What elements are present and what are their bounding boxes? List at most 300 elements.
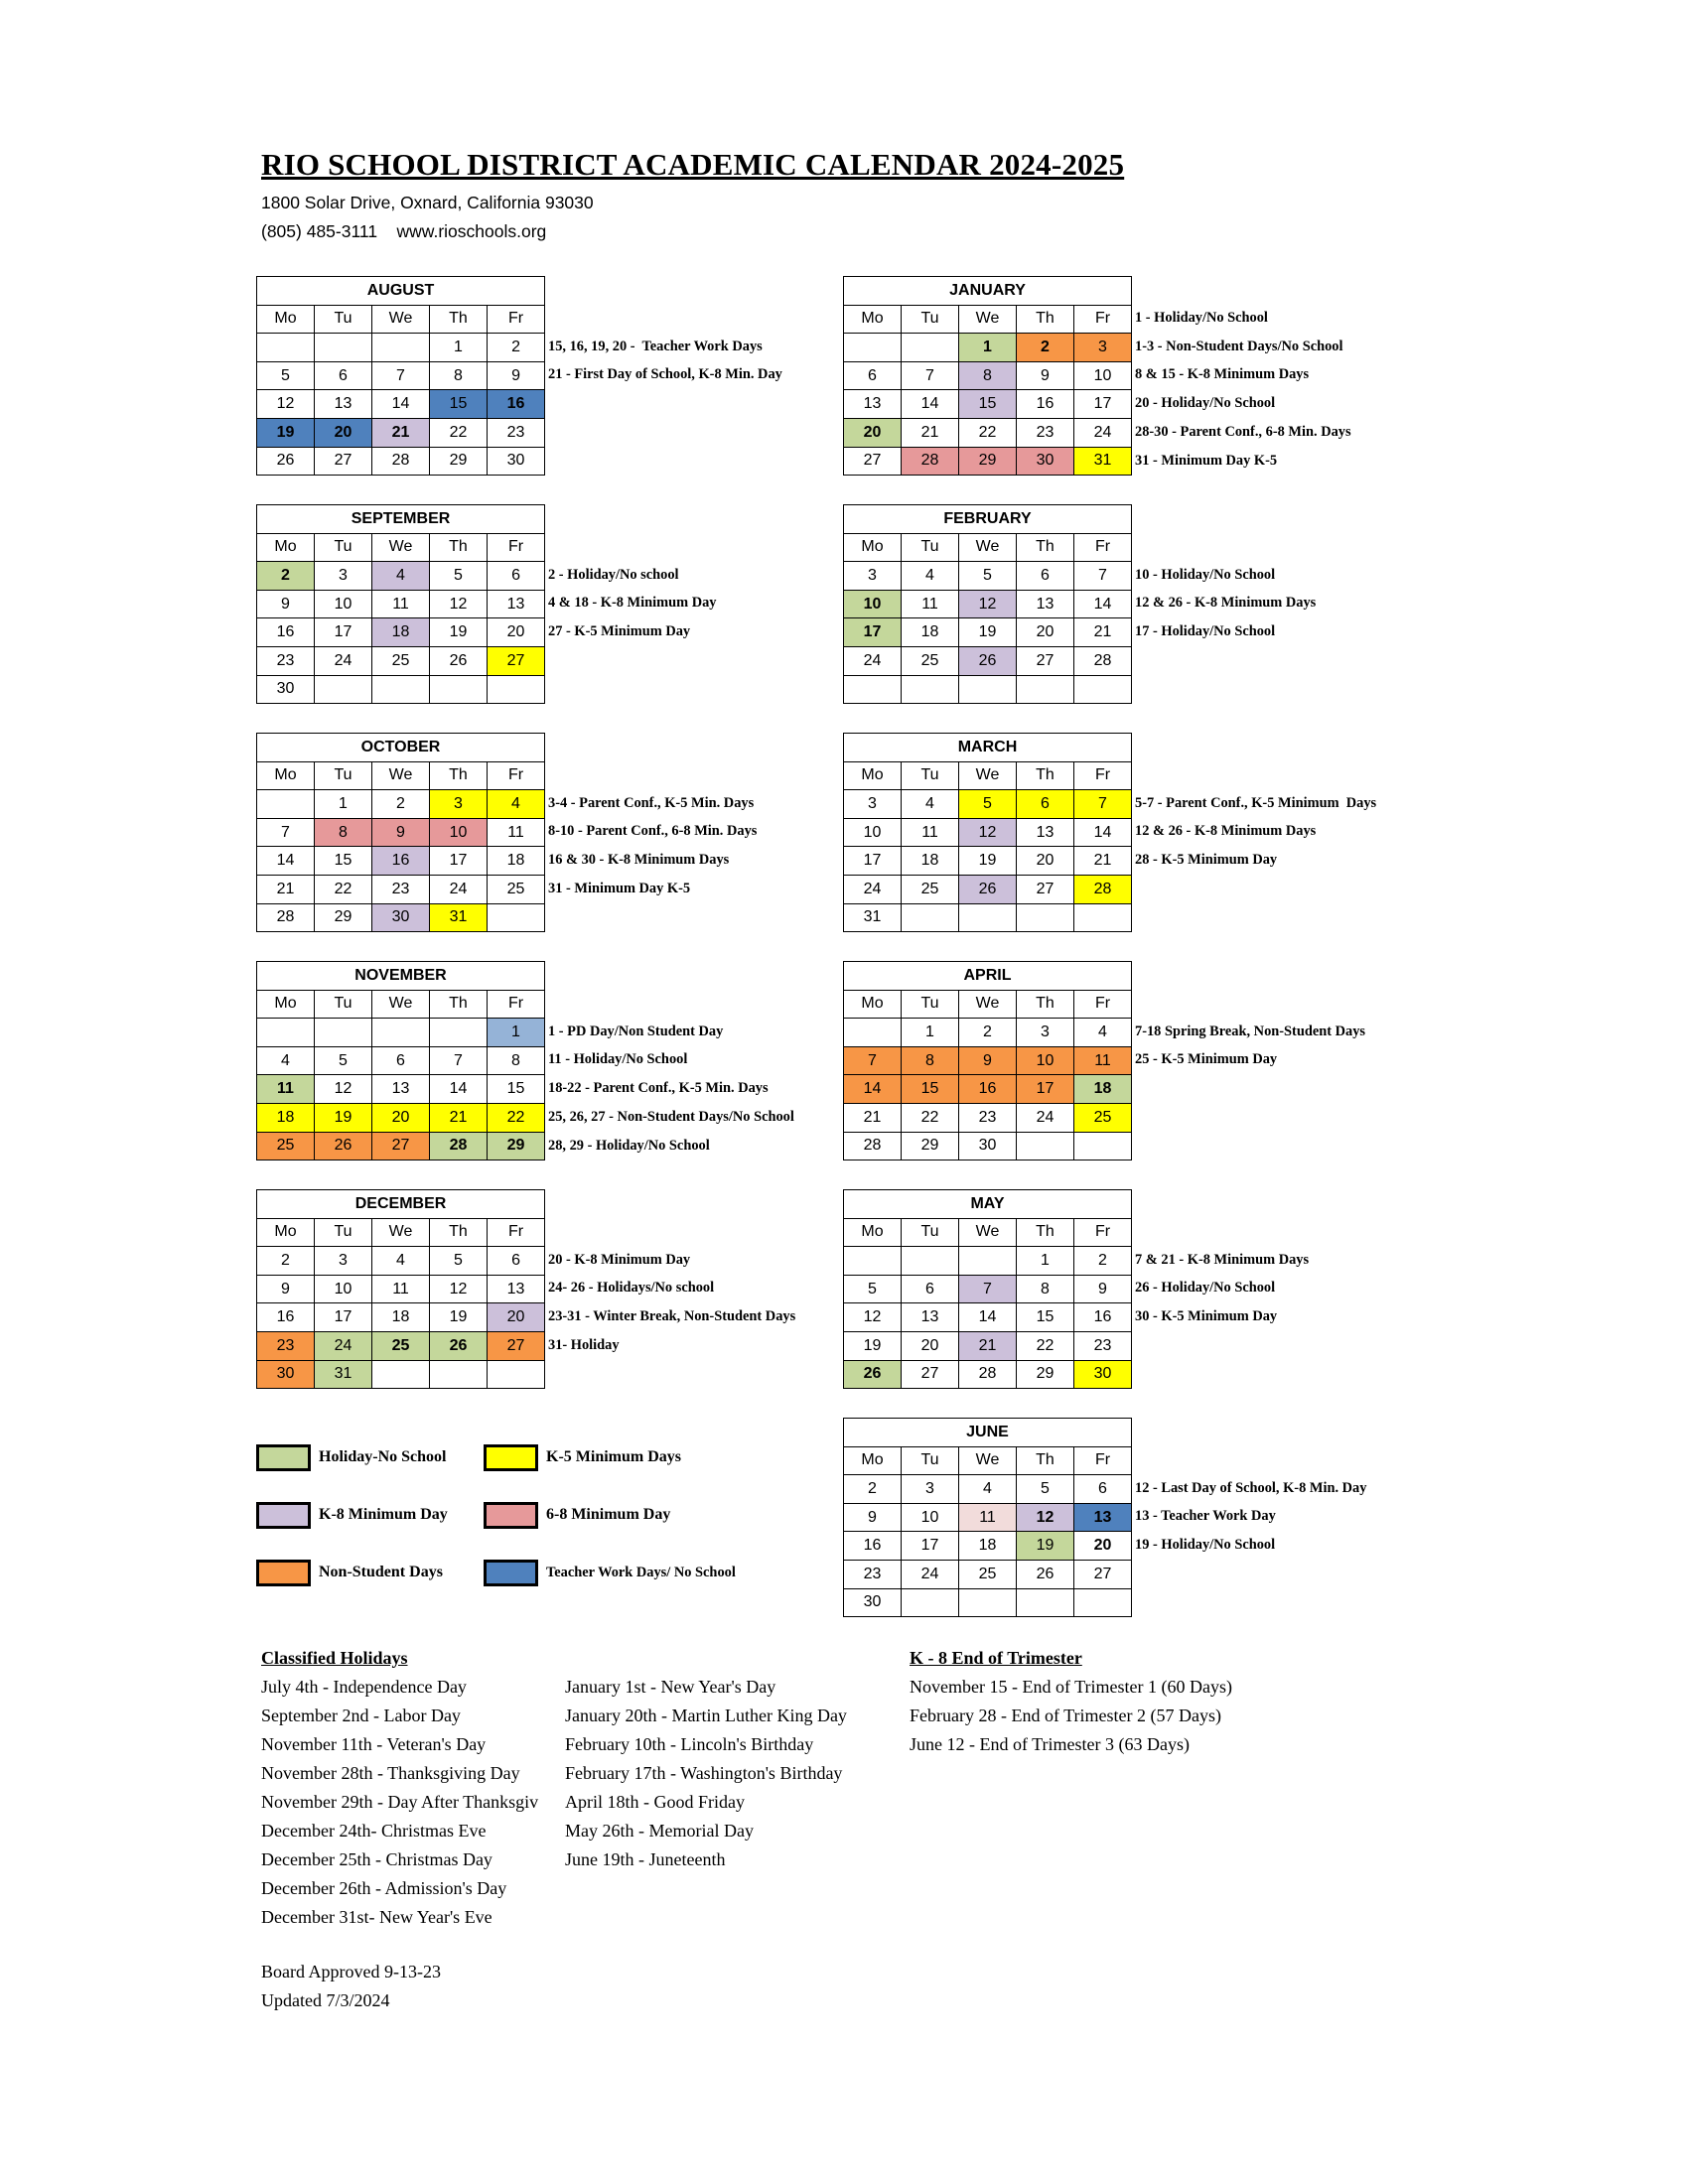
empty-day-cell — [430, 675, 488, 704]
day-header: Tu — [315, 761, 372, 790]
month-note: 7 & 21 - K-8 Minimum Days — [1135, 1251, 1310, 1268]
day-header: We — [959, 761, 1017, 790]
day-cell: 29 — [959, 447, 1017, 476]
day-cell: 20 — [844, 418, 902, 447]
day-cell: 24 — [430, 875, 488, 903]
day-cell: 7 — [1074, 562, 1132, 591]
week-row — [257, 1360, 545, 1389]
day-cell: 30 — [1017, 447, 1074, 476]
week-row — [844, 447, 1132, 476]
day-header: Tu — [902, 1446, 959, 1475]
month-notes — [1135, 733, 1492, 933]
week-row — [844, 1560, 1132, 1588]
month-note: 1 - PD Day/Non Student Day — [548, 1023, 724, 1039]
day-header: Fr — [1074, 533, 1132, 562]
week-row — [844, 1103, 1132, 1132]
day-header: Fr — [488, 990, 545, 1019]
week-row — [844, 334, 1132, 362]
day-cell: 8 — [315, 818, 372, 847]
week-row — [257, 447, 545, 476]
day-cell: 24 — [844, 875, 902, 903]
day-header: Fr — [1074, 305, 1132, 334]
day-cell: 1 — [315, 790, 372, 819]
week-row — [844, 1331, 1132, 1360]
updated-date: Updated 7/3/2024 — [261, 1990, 390, 2010]
day-cell: 23 — [372, 875, 430, 903]
day-cell: 6 — [844, 361, 902, 390]
day-cell: 26 — [315, 1132, 372, 1160]
day-header: Th — [430, 533, 488, 562]
day-header: Mo — [844, 761, 902, 790]
month-note: 25 - K-5 Minimum Day — [1135, 1051, 1278, 1068]
day-header: We — [959, 990, 1017, 1019]
empty-day-cell — [257, 1019, 315, 1047]
day-cell: 7 — [844, 1046, 902, 1075]
day-cell: 27 — [372, 1132, 430, 1160]
day-cell: 28 — [257, 903, 315, 932]
footer — [261, 1962, 658, 2021]
month-note: 3-4 - Parent Conf., K-5 Min. Days — [548, 794, 755, 811]
legend-label: K-5 Minimum Days — [546, 1448, 681, 1465]
day-cell: 5 — [430, 562, 488, 591]
day-cell: 19 — [315, 1103, 372, 1132]
month-table — [256, 961, 545, 1160]
day-header: We — [372, 305, 430, 334]
month-table — [843, 733, 1132, 932]
day-header: Mo — [844, 1218, 902, 1247]
day-header: Th — [430, 990, 488, 1019]
legend-swatch — [256, 1560, 311, 1586]
month-note: 11 - Holiday/No School — [548, 1051, 688, 1068]
week-row — [257, 334, 545, 362]
empty-day-cell — [372, 1019, 430, 1047]
week-row — [257, 1331, 545, 1360]
day-cell: 31 — [1074, 447, 1132, 476]
week-row — [844, 390, 1132, 419]
week-row — [257, 847, 545, 876]
holiday-entry: September 2nd - Labor Day — [261, 1706, 461, 1725]
day-cell: 15 — [315, 847, 372, 876]
day-cell: 1 — [430, 334, 488, 362]
day-header: Th — [430, 1218, 488, 1247]
empty-day-cell — [257, 334, 315, 362]
day-cell: 7 — [430, 1046, 488, 1075]
day-cell: 13 — [372, 1075, 430, 1104]
day-cell: 14 — [1074, 818, 1132, 847]
day-cell: 4 — [372, 562, 430, 591]
day-cell: 11 — [372, 590, 430, 618]
day-cell: 27 — [1017, 646, 1074, 675]
day-cell: 27 — [902, 1360, 959, 1389]
day-cell: 29 — [488, 1132, 545, 1160]
day-cell: 17 — [430, 847, 488, 876]
holiday-entry: December 25th - Christmas Day — [261, 1849, 492, 1869]
day-cell: 29 — [1017, 1360, 1074, 1389]
month-name: JANUARY — [844, 277, 1132, 306]
day-cell: 31 — [315, 1360, 372, 1389]
legend-label: Non-Student Days — [319, 1564, 443, 1580]
legend-label: 6-8 Minimum Day — [546, 1506, 671, 1523]
week-row — [844, 1475, 1132, 1504]
week-row — [844, 1532, 1132, 1561]
day-header: Th — [1017, 761, 1074, 790]
day-header: Fr — [1074, 990, 1132, 1019]
week-row — [844, 903, 1132, 932]
empty-day-cell — [1017, 903, 1074, 932]
day-header: Fr — [1074, 1446, 1132, 1475]
day-cell: 6 — [488, 562, 545, 591]
day-cell: 24 — [315, 646, 372, 675]
day-header: We — [372, 1218, 430, 1247]
day-cell: 17 — [844, 618, 902, 647]
month-note: 20 - Holiday/No School — [1135, 395, 1276, 412]
month-name: OCTOBER — [257, 734, 545, 762]
day-cell: 21 — [1074, 847, 1132, 876]
week-row — [844, 875, 1132, 903]
week-row — [844, 790, 1132, 819]
empty-day-cell — [844, 675, 902, 704]
day-header: We — [372, 990, 430, 1019]
month-table — [843, 276, 1132, 476]
day-header: We — [372, 533, 430, 562]
day-cell: 26 — [959, 875, 1017, 903]
day-cell: 7 — [257, 818, 315, 847]
month-note: 27 - K-5 Minimum Day — [548, 623, 691, 640]
empty-day-cell — [959, 1247, 1017, 1276]
month-november — [256, 961, 544, 1160]
day-cell: 18 — [257, 1103, 315, 1132]
week-row — [844, 847, 1132, 876]
day-cell: 29 — [902, 1132, 959, 1160]
month-note: 4 & 18 - K-8 Minimum Day — [548, 595, 717, 612]
empty-day-cell — [430, 1019, 488, 1047]
day-cell: 9 — [372, 818, 430, 847]
day-cell: 23 — [257, 646, 315, 675]
day-cell: 15 — [488, 1075, 545, 1104]
month-december — [256, 1189, 544, 1389]
day-cell: 20 — [372, 1103, 430, 1132]
day-cell: 3 — [430, 790, 488, 819]
day-header: Mo — [257, 533, 315, 562]
day-cell: 19 — [1017, 1532, 1074, 1561]
month-name: AUGUST — [257, 277, 545, 306]
day-cell: 9 — [257, 1275, 315, 1303]
week-row — [257, 1132, 545, 1160]
week-row — [844, 818, 1132, 847]
empty-day-cell — [315, 675, 372, 704]
month-march — [843, 733, 1131, 932]
day-cell: 3 — [902, 1475, 959, 1504]
holiday-entry: February 17th - Washington's Birthday — [565, 1763, 843, 1783]
month-note: 1 - Holiday/No School — [1135, 309, 1268, 326]
day-cell: 13 — [844, 390, 902, 419]
day-cell: 21 — [372, 418, 430, 447]
day-cell: 9 — [959, 1046, 1017, 1075]
day-header: We — [959, 533, 1017, 562]
day-cell: 24 — [315, 1331, 372, 1360]
day-cell: 3 — [844, 562, 902, 591]
day-cell: 16 — [1074, 1303, 1132, 1332]
month-note: 31- Holiday — [548, 1337, 620, 1353]
day-cell: 28 — [1074, 875, 1132, 903]
day-cell: 22 — [1017, 1331, 1074, 1360]
week-row — [844, 1503, 1132, 1532]
day-header: Tu — [902, 990, 959, 1019]
day-header: Fr — [488, 533, 545, 562]
empty-day-cell — [1074, 675, 1132, 704]
day-cell: 6 — [1017, 790, 1074, 819]
day-cell: 11 — [902, 590, 959, 618]
week-row — [257, 675, 545, 704]
day-cell: 11 — [959, 1503, 1017, 1532]
month-name: SEPTEMBER — [257, 505, 545, 534]
week-row — [257, 875, 545, 903]
day-cell: 6 — [902, 1275, 959, 1303]
week-row — [257, 1075, 545, 1104]
day-header: Th — [1017, 533, 1074, 562]
month-notes — [1135, 504, 1492, 705]
day-cell: 16 — [959, 1075, 1017, 1104]
week-row — [844, 618, 1132, 647]
day-header: Fr — [488, 1218, 545, 1247]
week-row — [844, 1019, 1132, 1047]
day-cell: 16 — [257, 1303, 315, 1332]
empty-day-cell — [1074, 1588, 1132, 1617]
week-row — [257, 390, 545, 419]
holiday-entry: June 19th - Juneteenth — [565, 1849, 726, 1869]
month-note: 12 - Last Day of School, K-8 Min. Day — [1135, 1479, 1367, 1496]
day-cell: 26 — [430, 1331, 488, 1360]
empty-day-cell — [844, 1019, 902, 1047]
week-row — [257, 1247, 545, 1276]
month-january — [843, 276, 1131, 476]
legend-item — [256, 1500, 448, 1530]
day-cell: 27 — [844, 447, 902, 476]
month-table — [256, 1189, 545, 1389]
day-cell: 3 — [315, 1247, 372, 1276]
day-header: Tu — [315, 533, 372, 562]
day-cell: 8 — [430, 361, 488, 390]
day-cell: 2 — [1074, 1247, 1132, 1276]
day-header: We — [959, 1446, 1017, 1475]
day-cell: 9 — [844, 1503, 902, 1532]
day-cell: 19 — [959, 618, 1017, 647]
day-cell: 3 — [844, 790, 902, 819]
day-cell: 9 — [257, 590, 315, 618]
month-notes — [1135, 276, 1492, 477]
week-row — [257, 618, 545, 647]
week-row — [844, 1046, 1132, 1075]
day-cell: 18 — [902, 847, 959, 876]
day-cell: 25 — [902, 875, 959, 903]
day-cell: 4 — [959, 1475, 1017, 1504]
day-cell: 22 — [959, 418, 1017, 447]
week-row — [257, 361, 545, 390]
week-row — [844, 1303, 1132, 1332]
week-row — [257, 1275, 545, 1303]
day-header: Tu — [315, 990, 372, 1019]
day-cell: 1 — [1017, 1247, 1074, 1276]
day-cell: 23 — [488, 418, 545, 447]
day-cell: 12 — [315, 1075, 372, 1104]
day-cell: 24 — [1017, 1103, 1074, 1132]
week-row — [844, 1247, 1132, 1276]
month-note: 23-31 - Winter Break, Non-Student Days — [548, 1308, 796, 1325]
day-cell: 25 — [488, 875, 545, 903]
day-cell: 5 — [315, 1046, 372, 1075]
empty-day-cell — [844, 1247, 902, 1276]
day-header: Mo — [844, 305, 902, 334]
empty-day-cell — [488, 903, 545, 932]
holiday-entry: November 29th - Day After Thanksgiv — [261, 1792, 539, 1812]
day-cell: 20 — [488, 1303, 545, 1332]
day-cell: 4 — [257, 1046, 315, 1075]
day-cell: 17 — [315, 618, 372, 647]
day-cell: 14 — [959, 1303, 1017, 1332]
day-cell: 25 — [1074, 1103, 1132, 1132]
day-cell: 2 — [257, 562, 315, 591]
holiday-entry: May 26th - Memorial Day — [565, 1821, 754, 1841]
legend-label: Holiday-No School — [319, 1448, 447, 1465]
day-cell: 28 — [959, 1360, 1017, 1389]
day-cell: 5 — [430, 1247, 488, 1276]
day-cell: 15 — [1017, 1303, 1074, 1332]
day-cell: 5 — [1017, 1475, 1074, 1504]
empty-day-cell — [902, 1247, 959, 1276]
month-september — [256, 504, 544, 704]
day-cell: 26 — [844, 1360, 902, 1389]
day-cell: 17 — [1017, 1075, 1074, 1104]
day-cell: 18 — [488, 847, 545, 876]
day-cell: 6 — [1017, 562, 1074, 591]
day-cell: 28 — [430, 1132, 488, 1160]
month-table — [256, 733, 545, 932]
day-cell: 19 — [430, 1303, 488, 1332]
month-table — [843, 504, 1132, 704]
legend-swatch — [484, 1444, 538, 1471]
month-note: 26 - Holiday/No School — [1135, 1280, 1276, 1297]
day-cell: 20 — [488, 618, 545, 647]
day-cell: 13 — [1017, 590, 1074, 618]
day-header: We — [372, 761, 430, 790]
day-cell: 6 — [1074, 1475, 1132, 1504]
day-cell: 23 — [257, 1331, 315, 1360]
day-cell: 23 — [844, 1560, 902, 1588]
day-cell: 4 — [902, 790, 959, 819]
day-header: Tu — [902, 1218, 959, 1247]
day-cell: 23 — [1017, 418, 1074, 447]
day-cell: 8 — [959, 361, 1017, 390]
day-cell: 7 — [959, 1275, 1017, 1303]
month-note: 13 - Teacher Work Day — [1135, 1508, 1276, 1525]
empty-day-cell — [315, 334, 372, 362]
month-note: 31 - Minimum Day K-5 — [1135, 452, 1278, 469]
day-cell: 8 — [1017, 1275, 1074, 1303]
classified-holidays-title: Classified Holidays — [261, 1648, 408, 1668]
day-cell: 30 — [372, 903, 430, 932]
empty-day-cell — [430, 1360, 488, 1389]
holiday-entry: February 10th - Lincoln's Birthday — [565, 1734, 814, 1754]
day-cell: 21 — [430, 1103, 488, 1132]
day-cell: 16 — [1017, 390, 1074, 419]
day-cell: 18 — [959, 1532, 1017, 1561]
day-cell: 5 — [959, 562, 1017, 591]
empty-day-cell — [1017, 1132, 1074, 1160]
holiday-entry: December 31st- New Year's Eve — [261, 1907, 492, 1927]
day-cell: 30 — [959, 1132, 1017, 1160]
day-header: Fr — [1074, 761, 1132, 790]
holiday-entry: November 28th - Thanksgiving Day — [261, 1763, 520, 1783]
month-note: 30 - K-5 Minimum Day — [1135, 1308, 1278, 1325]
week-row — [844, 646, 1132, 675]
day-cell: 27 — [1017, 875, 1074, 903]
day-cell: 24 — [902, 1560, 959, 1588]
empty-day-cell — [902, 1588, 959, 1617]
day-cell: 20 — [1017, 847, 1074, 876]
day-cell: 17 — [844, 847, 902, 876]
month-note: 10 - Holiday/No School — [1135, 566, 1276, 583]
day-cell: 18 — [902, 618, 959, 647]
day-cell: 2 — [488, 334, 545, 362]
day-header: Fr — [488, 761, 545, 790]
empty-day-cell — [488, 1360, 545, 1389]
week-row — [844, 1275, 1132, 1303]
day-cell: 19 — [257, 418, 315, 447]
month-notes — [1135, 961, 1492, 1161]
day-cell: 26 — [959, 646, 1017, 675]
day-cell: 14 — [844, 1075, 902, 1104]
classified-holidays — [261, 1648, 857, 1946]
day-cell: 30 — [257, 1360, 315, 1389]
day-cell: 9 — [1017, 361, 1074, 390]
day-cell: 10 — [844, 590, 902, 618]
week-row — [844, 562, 1132, 591]
day-cell: 21 — [844, 1103, 902, 1132]
day-cell: 22 — [488, 1103, 545, 1132]
day-cell: 4 — [488, 790, 545, 819]
week-row — [844, 1075, 1132, 1104]
day-cell: 28 — [844, 1132, 902, 1160]
legend-swatch — [484, 1560, 538, 1586]
day-cell: 3 — [1074, 334, 1132, 362]
day-cell: 4 — [1074, 1019, 1132, 1047]
day-header: Fr — [488, 305, 545, 334]
week-row — [257, 1019, 545, 1047]
month-note: 1-3 - Non-Student Days/No School — [1135, 338, 1343, 354]
day-cell: 5 — [257, 361, 315, 390]
day-cell: 29 — [430, 447, 488, 476]
day-cell: 17 — [902, 1532, 959, 1561]
month-note: 31 - Minimum Day K-5 — [548, 881, 691, 896]
month-table — [256, 504, 545, 704]
day-header: Mo — [844, 1446, 902, 1475]
empty-day-cell — [959, 903, 1017, 932]
day-cell: 13 — [902, 1303, 959, 1332]
empty-day-cell — [488, 675, 545, 704]
day-cell: 11 — [902, 818, 959, 847]
day-cell: 21 — [902, 418, 959, 447]
day-cell: 11 — [488, 818, 545, 847]
day-header: Tu — [315, 1218, 372, 1247]
day-cell: 3 — [315, 562, 372, 591]
week-row — [257, 590, 545, 618]
day-cell: 15 — [959, 390, 1017, 419]
month-note: 20 - K-8 Minimum Day — [548, 1251, 691, 1268]
empty-day-cell — [372, 1360, 430, 1389]
day-header: Mo — [257, 990, 315, 1019]
day-cell: 19 — [430, 618, 488, 647]
day-cell: 14 — [257, 847, 315, 876]
